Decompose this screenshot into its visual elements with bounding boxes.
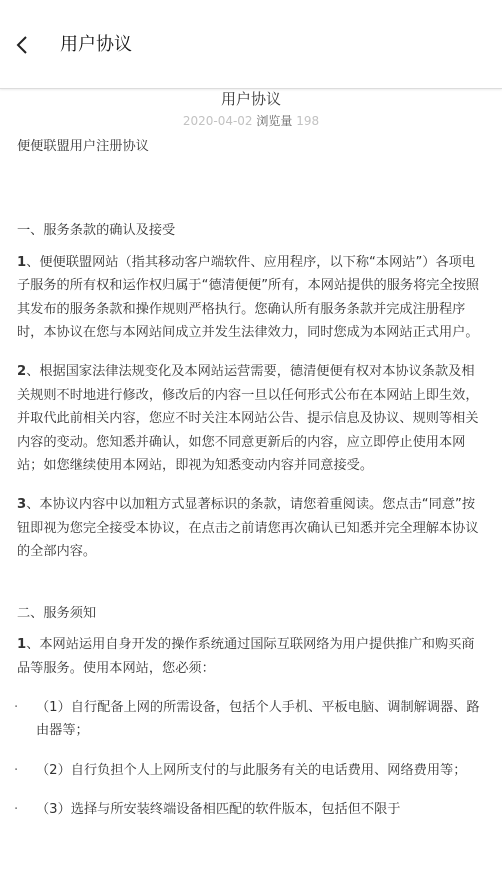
list-item [14,759,487,782]
article-meta [0,112,502,130]
list-item [14,696,487,743]
chevron-left-icon [12,34,34,56]
app-bar [0,0,502,89]
bullet-icon: · [14,802,19,818]
section-1-para-2 [17,360,487,477]
bullet-icon: · [14,762,19,778]
section-1-para-3 [17,493,487,563]
section-heading-1: 一、服务条款的确认及接受 [17,223,176,239]
para-number: 1 [17,637,27,653]
views-label: 浏览量 [256,114,293,128]
section-heading-2: 二、服务须知 [17,605,97,621]
para-text: 、本网站运用自身开发的操作系统通过国际互联网络为用户提供推广和购买商品等服务。使用本网站，您必须： [17,637,475,676]
publish-date: 2020-04-02 [182,114,253,128]
agreement-name: 便便联盟用户注册协议 [17,139,149,154]
para-text: 、便便联盟网站（指其移动客户端软件、应用程序，以下称“本网站”）各项电子服务的所有权和运作权归属于“德清便便”所有，本网站提供的服务将完全按照其发布的服务条款和操作规则严格执行。您确认所有服务条款并完成注册程序时，本协议在您与本网站间成立并发生法律效力，同时您成为本网站正式用户。 [17,254,480,341]
section-1-para-1 [17,251,487,345]
list-item-text: （2）自行负担个人上网所支付的与此服务有关的电话费用、网络费用等； [36,762,467,778]
para-text: 、本协议内容中以加粗方式显著标识的条款，请您着重阅读。您点击“同意”按钮即视为您完全接受本协议，在点击之前请您再次确认已知悉并完全理解本协议的全部内容。 [17,497,479,560]
article-content[interactable] [0,89,502,890]
views-count: 198 [296,114,320,128]
list-item-text: （1）自行配备上网的所需设备，包括个人手机、平板电脑、调制解调器、路由器等； [36,699,480,739]
para-text: 、根据国家法律法规变化及本网站运营需要，德清便便有权对本协议条款及相关规则不时地进行修改，修改后的内容一旦以任何形式公布在本网站上即生效，并取代此前相关内容，您应不时关注本网站公告、提示信息及协议、规则等相关内容的变动。您知悉并确认，如您不同意更新后的内容，应立即停止使用本网站；如您继续使用本网站，即视为知悉变动内容并同意接受。 [17,364,479,474]
para-number: 1 [17,254,27,270]
section-2-para-1 [17,633,487,680]
para-number: 3 [17,497,27,513]
list-item-text: （3）选择与所安装终端设备相匹配的软件版本，包括但不限于 [36,802,401,818]
agreement-body [14,135,487,838]
back-button[interactable] [6,28,40,62]
page-title: 用户协议 [60,34,132,55]
list-item [14,798,487,821]
bullet-icon: · [14,699,19,715]
para-number: 2 [17,364,27,380]
article-title: 用户协议 [220,90,281,108]
